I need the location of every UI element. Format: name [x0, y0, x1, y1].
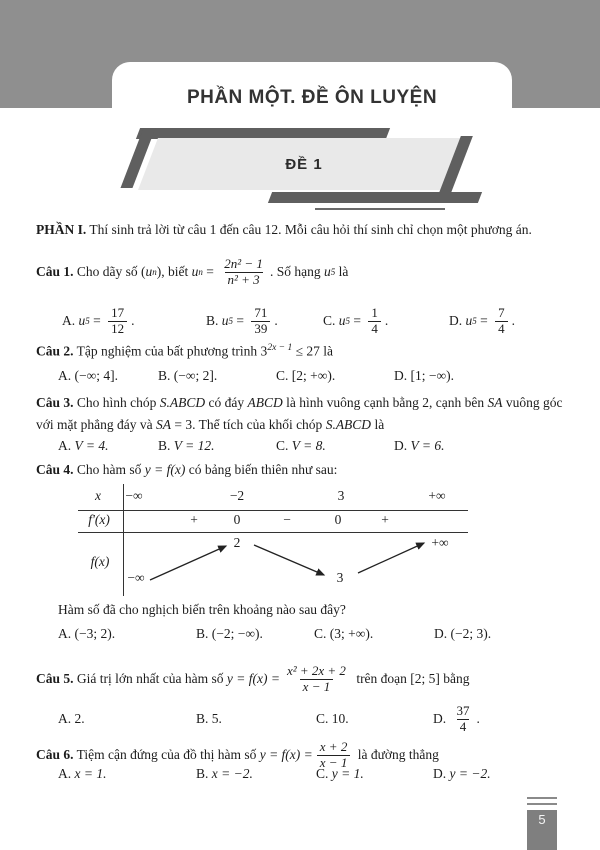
banner-label: ĐỀ 1 [285, 155, 323, 173]
option-text: V = 12. [173, 438, 215, 453]
option-6a [58, 766, 196, 782]
option-text: y = −2. [449, 766, 491, 781]
option-3c [276, 438, 394, 454]
option-5a [58, 711, 196, 727]
question-6-options [58, 766, 592, 782]
option-letter: B. [158, 438, 174, 453]
option-1a [62, 306, 206, 336]
option-letter: B. [158, 368, 174, 383]
question-4-stem [36, 462, 570, 478]
part-one-label: PHẦN I. [36, 222, 87, 237]
option-end: . [131, 313, 135, 328]
q6-lhs: y = f(x) = [259, 747, 313, 762]
option-4a [58, 626, 196, 642]
option-5c [316, 711, 433, 727]
q6-frac-den: x − 1 [317, 755, 351, 771]
q3-text4: vuông góc với mặt phẳng đáy và [36, 395, 563, 432]
option-1d [449, 306, 596, 336]
frac-num: 1 [371, 304, 378, 320]
question-1-label: Câu 1. [36, 264, 74, 279]
option-letter: A. [58, 711, 75, 726]
q3-math: S.ABCD [159, 395, 206, 410]
variation-table [68, 484, 470, 596]
option-fraction [495, 306, 508, 336]
arrow-down [254, 545, 324, 575]
q1-fraction [221, 257, 266, 287]
footer-line-1 [527, 797, 557, 799]
option-letter: B. [196, 766, 212, 781]
q5-frac-num: x² + 2x + 2 [286, 662, 346, 678]
q5-frac-den: x − 1 [300, 679, 334, 695]
option-var: u [465, 313, 473, 328]
arrow-up-1 [150, 546, 226, 580]
option-sub: 5 [472, 316, 477, 326]
footer-line-2 [527, 803, 557, 805]
q6-frac-num: x + 2 [319, 738, 348, 754]
q1-equals: = [202, 264, 218, 279]
option-3d [394, 438, 592, 454]
option-letter: D. [433, 766, 450, 781]
q1-sub-n2: n [198, 267, 203, 277]
question-3-stem [36, 392, 570, 435]
option-letter: A. [58, 766, 75, 781]
option-text: (−2; −∞). [211, 626, 263, 641]
question-3-label: Câu 3. [36, 395, 74, 410]
question-4-label: Câu 4. [36, 462, 74, 477]
option-text: y = 1. [331, 766, 364, 781]
q4-text: Cho hàm số [73, 462, 145, 477]
option-5b [196, 711, 316, 727]
x-value-minus2: −2 [229, 488, 245, 503]
question-2-label: Câu 2. [36, 343, 74, 359]
question-2-options [58, 368, 592, 384]
q3-text2: có đáy [205, 395, 248, 410]
fprime-sign-2: 0 [233, 512, 241, 527]
q1-frac-den: n² + 3 [225, 272, 263, 288]
option-end: . [511, 313, 515, 328]
q4-math: y = f(x) [144, 462, 186, 477]
q4-text2: có bảng biến thiên như sau: [185, 462, 338, 477]
option-text: x = 1. [74, 766, 107, 781]
x-value-neg-inf: −∞ [125, 488, 143, 503]
question-1-stem [36, 250, 570, 294]
q1-var-u5: u [323, 264, 331, 279]
x-value-3: 3 [337, 488, 345, 503]
q1-sub-5: 5 [330, 267, 336, 277]
option-5d [433, 704, 592, 734]
option-letter: C. [314, 626, 330, 641]
q1-text: Cho dãy số ( [73, 264, 146, 279]
f-local-min: 3 [336, 570, 344, 585]
q5-text2: trên đoạn [2; 5] bằng [352, 671, 470, 686]
option-text: (−2; 3). [450, 626, 492, 641]
q3-text6: là [371, 416, 385, 432]
question-5-label: Câu 5. [36, 671, 74, 686]
option-text: 10. [331, 711, 349, 726]
q6-text: Tiệm cận đứng của đồ thị hàm số [73, 747, 260, 762]
q1-sub-n: n [152, 267, 157, 277]
option-letter: C. [276, 438, 292, 453]
option-fraction [454, 704, 473, 734]
question-1-options [62, 300, 596, 342]
option-6d [433, 766, 592, 782]
option-text: (3; +∞). [329, 626, 374, 641]
option-end: . [274, 313, 278, 328]
option-letter: A. [62, 313, 79, 328]
q3-math4: SA [155, 416, 171, 432]
option-end: . [476, 711, 480, 726]
option-letter: B. [196, 626, 212, 641]
q1-text3: . Số hạng [269, 264, 324, 279]
option-text: V = 8. [291, 438, 326, 453]
page-title: PHẦN MỘT. ĐỀ ÔN LUYỆN [186, 87, 438, 108]
q5-fraction [284, 664, 349, 694]
option-sub: 5 [228, 316, 234, 326]
q3-math5: S.ABCD [325, 416, 372, 432]
option-text: V = 4. [74, 438, 109, 453]
x-value-pos-inf: +∞ [428, 488, 446, 503]
frac-num: 37 [456, 702, 470, 718]
option-letter: C. [316, 711, 332, 726]
question-3-options [58, 438, 592, 454]
option-6c [316, 766, 433, 782]
q1-text4: là [335, 264, 349, 279]
option-letter: A. [58, 438, 75, 453]
question-4-options [58, 626, 592, 642]
option-1c [323, 306, 449, 336]
option-6b [196, 766, 316, 782]
frac-num: 7 [498, 304, 505, 320]
option-fraction [251, 306, 270, 336]
q5-text: Giá trị lớn nhất của hàm số [73, 671, 227, 686]
option-4c [314, 626, 434, 642]
option-end: . [384, 313, 389, 328]
q3-text3: là hình vuông cạnh bằng 2, cạnh bên [282, 395, 488, 410]
option-letter: D. [434, 626, 451, 641]
option-var: u [221, 313, 229, 328]
question-2-stem [36, 343, 570, 360]
option-letter: B. [206, 313, 222, 328]
option-letter: A. [58, 368, 75, 383]
frac-num: 71 [254, 304, 268, 320]
option-2b [158, 368, 276, 384]
question-6-label: Câu 6. [36, 747, 74, 762]
q1-text2: ), biết [156, 264, 192, 279]
option-3b [158, 438, 276, 454]
option-2d [394, 368, 592, 384]
option-text: 2. [74, 711, 85, 726]
q2-text2: ≤ 27 là [292, 343, 333, 359]
table-row-fprime-label: f'(x) [88, 512, 110, 527]
part-one-intro [36, 222, 570, 238]
question-4-subquestion: Hàm số đã cho nghịch biến trên khoảng nào sau đây? [58, 602, 346, 617]
frac-den: 12 [108, 321, 127, 337]
q1-var-u2: u [191, 264, 199, 279]
option-text: 5. [211, 711, 222, 726]
fprime-sign-1: + [190, 512, 198, 527]
q3-text5: = 3. Thể tích của khối chóp [170, 416, 326, 432]
option-var: u [78, 313, 86, 328]
fprime-sign-3: − [283, 512, 291, 527]
option-4d [434, 626, 592, 642]
f-local-max: 2 [233, 535, 241, 550]
option-sub: 5 [345, 316, 351, 326]
banner-underline [315, 208, 445, 210]
option-text: (−∞; 4]. [74, 368, 118, 383]
fprime-sign-5: + [381, 512, 389, 527]
option-letter: D. [394, 368, 411, 383]
option-letter: A. [58, 626, 75, 641]
option-text: [1; −∞). [410, 368, 454, 383]
option-1b [206, 306, 323, 336]
option-text: [2; +∞). [291, 368, 336, 383]
option-letter: D. [394, 438, 411, 453]
q1-frac-num: 2n² − 1 [224, 255, 263, 271]
option-text: (−∞; 2]. [173, 368, 218, 383]
option-letter: C. [276, 368, 292, 383]
q2-text: Tập nghiệm của bất phương trình 3 [73, 343, 268, 359]
q3-math3: SA [487, 395, 503, 410]
q5-lhs: y = f(x) = [226, 671, 280, 686]
option-text: (−3; 2). [74, 626, 116, 641]
frac-den: 4 [368, 321, 381, 337]
variation-arrows [68, 484, 470, 596]
option-4b [196, 626, 314, 642]
option-eq: = [476, 313, 492, 328]
option-fraction [108, 306, 127, 336]
option-2c [276, 368, 394, 384]
frac-num: 17 [111, 304, 125, 320]
table-row-f-label: f(x) [90, 554, 110, 569]
q2-exponent: 2x − 1 [267, 343, 293, 353]
option-letter: D. [433, 711, 450, 726]
q3-math2: ABCD [247, 395, 283, 410]
exam-banner [110, 126, 490, 212]
page-number-tab: 5 [527, 810, 557, 850]
option-letter: D. [449, 313, 466, 328]
option-eq: = [89, 313, 105, 328]
q3-text: Cho hình chóp [73, 395, 160, 410]
option-sub: 5 [85, 316, 90, 326]
table-row-x-label: x [95, 488, 101, 503]
part-one-text: Thí sinh trả lời từ câu 1 đến câu 12. Mỗi câu hỏi thí sinh chỉ chọn một phương án. [86, 222, 532, 237]
frac-den: 39 [251, 321, 270, 337]
option-letter: C. [316, 766, 332, 781]
option-letter: C. [323, 313, 339, 328]
option-eq: = [233, 313, 248, 328]
q1-var-u: u [145, 264, 153, 279]
option-eq: = [350, 313, 365, 328]
f-end-pos-inf: +∞ [431, 535, 449, 550]
option-text: x = −2. [211, 766, 253, 781]
option-var: u [338, 313, 346, 328]
option-3a [58, 438, 158, 454]
option-fraction [368, 306, 381, 336]
option-text: V = 6. [410, 438, 445, 453]
fprime-sign-4: 0 [334, 512, 342, 527]
q6-text2: là đường thẳng [354, 747, 439, 762]
frac-den: 4 [495, 321, 508, 337]
option-2a [58, 368, 158, 384]
frac-den: 4 [457, 719, 470, 735]
question-5-stem [36, 656, 570, 702]
arrow-up-2 [358, 543, 424, 573]
option-letter: B. [196, 711, 212, 726]
f-start-neg-inf: −∞ [127, 570, 145, 585]
header-title-box [112, 62, 512, 110]
